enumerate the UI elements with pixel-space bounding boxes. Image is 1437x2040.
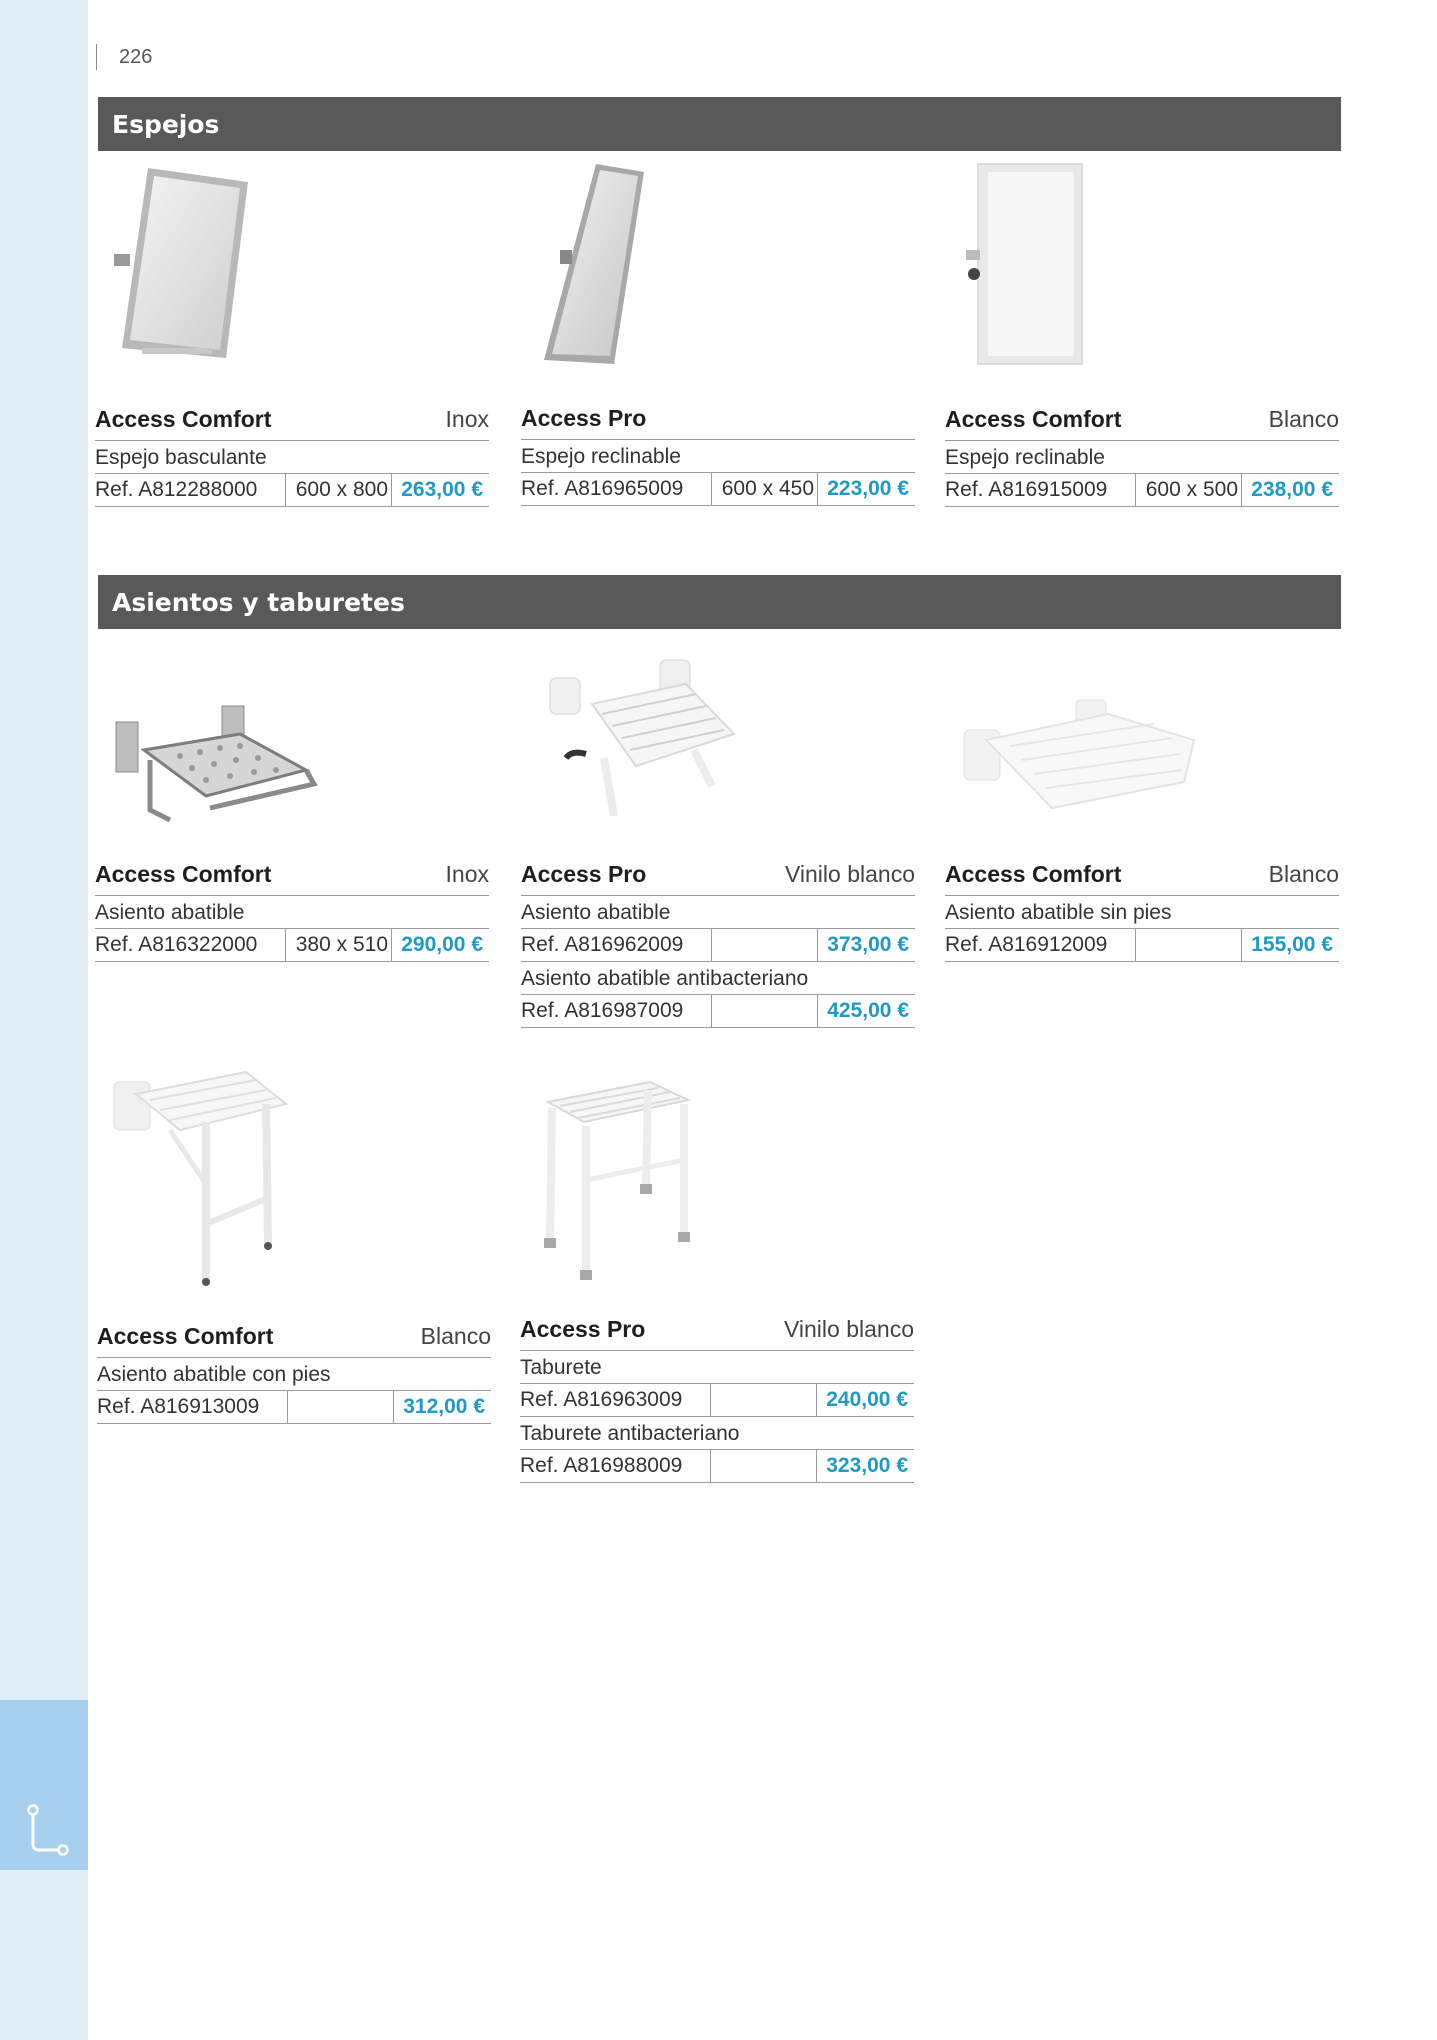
product-dimensions — [288, 1391, 394, 1423]
product-finish: Blanco — [1268, 861, 1339, 887]
product-dimensions: 600 x 450 — [712, 473, 818, 505]
product-brand: Access Comfort — [95, 406, 272, 432]
folding-seat-pro-image — [536, 654, 736, 822]
product-row — [945, 929, 1339, 962]
product-brand: Access Pro — [521, 861, 647, 887]
product-ref: Ref. A816322000 — [95, 929, 286, 961]
product-brand: Access Pro — [520, 1316, 646, 1342]
product-ref: Ref. A816912009 — [945, 929, 1136, 961]
product-price: 240,00 € — [826, 1388, 908, 1411]
product-card — [521, 855, 915, 1028]
product-brand: Access Pro — [521, 405, 647, 431]
folding-seat-no-legs-image — [958, 696, 1198, 816]
product-description: Espejo reclinable — [521, 440, 915, 473]
product-dimensions: 380 x 510 — [286, 929, 392, 961]
product-brand: Access Comfort — [95, 861, 272, 887]
product-price: 312,00 € — [403, 1395, 485, 1418]
product-ref: Ref. A816987009 — [521, 995, 712, 1027]
product-dimensions: 600 x 500 — [1136, 474, 1242, 506]
product-price: 373,00 € — [827, 933, 909, 956]
product-dimensions — [711, 1384, 817, 1416]
section-header-espejos: Espejos — [98, 97, 1341, 151]
product-price: 425,00 € — [827, 999, 909, 1022]
product-card — [95, 855, 489, 962]
product-brand: Access Comfort — [97, 1323, 274, 1349]
product-dimensions — [711, 1450, 817, 1482]
folding-seat-inox-image — [110, 700, 320, 828]
product-ref: Ref. A816913009 — [97, 1391, 288, 1423]
product-description: Taburete — [520, 1351, 914, 1384]
section-header-asientos: Asientos y taburetes — [98, 575, 1341, 629]
product-card — [521, 399, 915, 506]
product-price: 155,00 € — [1251, 933, 1333, 956]
product-description: Asiento abatible sin pies — [945, 896, 1339, 929]
product-finish: Vinilo blanco — [783, 1316, 914, 1342]
product-dimensions — [1136, 929, 1242, 961]
product-finish: Inox — [445, 406, 489, 432]
product-ref: Ref. A816963009 — [520, 1384, 711, 1416]
product-finish: Inox — [445, 861, 489, 887]
folding-seat-with-legs-image — [110, 1064, 290, 1288]
product-price: 238,00 € — [1251, 478, 1333, 501]
product-description: Asiento abatible con pies — [97, 1358, 491, 1391]
product-row — [95, 474, 489, 507]
product-row — [945, 474, 1339, 507]
product-row — [521, 995, 915, 1028]
product-description: Asiento abatible — [95, 896, 489, 929]
product-row — [520, 1450, 914, 1483]
product-brand: Access Comfort — [945, 406, 1122, 432]
product-card — [945, 400, 1339, 507]
product-ref: Ref. A816962009 — [521, 929, 712, 961]
product-row — [97, 1391, 491, 1424]
product-finish: Blanco — [420, 1323, 491, 1349]
product-ref: Ref. A816988009 — [520, 1450, 711, 1482]
product-price: 290,00 € — [401, 933, 483, 956]
product-brand: Access Comfort — [945, 861, 1122, 887]
product-row — [520, 1384, 914, 1417]
product-dimensions: 600 x 800 — [286, 474, 392, 506]
product-description: Taburete antibacteriano — [520, 1417, 914, 1450]
product-dimensions — [712, 995, 818, 1027]
reclining-mirror-white-image — [960, 160, 1090, 370]
product-price: 263,00 € — [401, 478, 483, 501]
product-ref: Ref. A816915009 — [945, 474, 1136, 506]
product-description: Espejo basculante — [95, 441, 489, 474]
product-dimensions — [712, 929, 818, 961]
product-row — [521, 473, 915, 506]
product-description: Asiento abatible antibacteriano — [521, 962, 915, 995]
grab-bar-icon — [26, 1804, 70, 1856]
product-price: 223,00 € — [827, 477, 909, 500]
product-price: 323,00 € — [826, 1454, 908, 1477]
stool-pro-image — [538, 1076, 694, 1282]
tilting-mirror-inox-image — [108, 158, 258, 368]
product-row — [521, 929, 915, 962]
product-ref: Ref. A812288000 — [95, 474, 286, 506]
product-description: Espejo reclinable — [945, 441, 1339, 474]
page-number: 226 — [96, 44, 152, 70]
product-finish: Blanco — [1268, 406, 1339, 432]
product-finish: Vinilo blanco — [784, 861, 915, 887]
product-card — [945, 855, 1339, 962]
product-ref: Ref. A816965009 — [521, 473, 712, 505]
product-card — [520, 1310, 914, 1483]
product-card — [95, 400, 489, 507]
side-tab[interactable] — [0, 1700, 88, 1870]
product-card — [97, 1317, 491, 1424]
product-description: Asiento abatible — [521, 896, 915, 929]
reclining-mirror-pro-image — [540, 158, 650, 368]
product-row — [95, 929, 489, 962]
